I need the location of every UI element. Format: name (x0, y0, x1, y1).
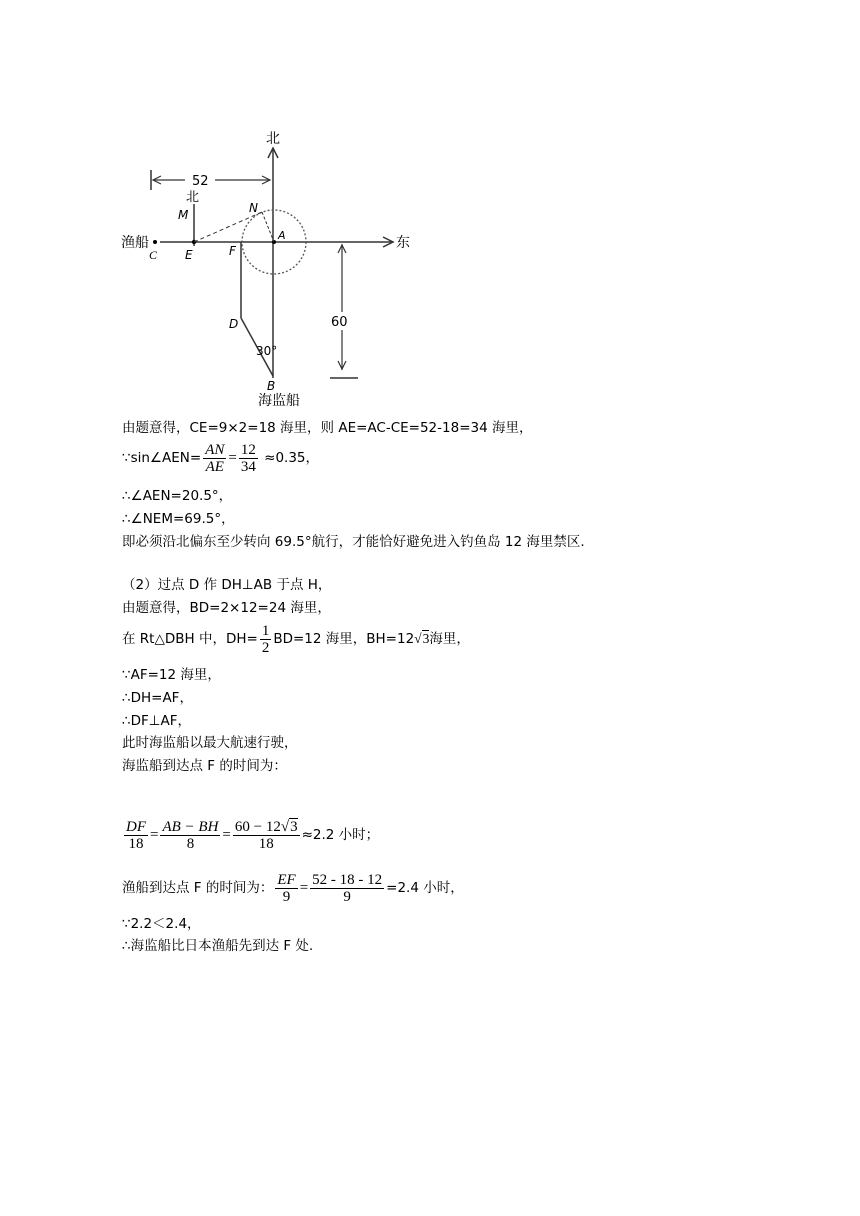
line-2-pre: ∵sin∠AEN= (122, 450, 202, 466)
label-m: M (178, 208, 189, 222)
label-fishing-boat: 渔船 (121, 235, 149, 251)
line-4-text: ∴∠NEM=69.5°， (122, 511, 235, 527)
fraction-1-2 (260, 623, 272, 656)
label-30-degree: 30° (256, 344, 278, 358)
line-1-text: 由题意得，CE=9×2=18 海里，则 AE=AC-CE=52-18=34 海里， (122, 420, 533, 436)
frac-den: 9 (310, 888, 384, 905)
frac-num-a: 60 − 12 (234, 818, 281, 835)
sqrt-3: √3 (414, 631, 430, 646)
frac-num: AB − BH (162, 818, 219, 835)
frac-num: DF (126, 818, 146, 835)
dashed-e-n (194, 212, 262, 242)
frac-den: 9 (275, 888, 297, 905)
frac-num: AN (205, 441, 225, 458)
frac-num: 52 - 18 - 12 (312, 871, 383, 888)
frac-num (233, 819, 300, 835)
frac-den: 18 (124, 835, 148, 852)
sqrt-3: √3 (280, 818, 298, 835)
label-d: D (229, 317, 239, 331)
label-f: F (229, 244, 236, 258)
label-north-mid: 北 (186, 190, 200, 205)
geometry-figure (0, 0, 860, 420)
line-11 (122, 712, 191, 730)
line-12 (122, 734, 298, 752)
line-10-text: ∴DH=AF， (122, 690, 193, 706)
label-e: E (185, 248, 193, 262)
line-2 (122, 441, 319, 475)
line-9-text: ∵AF=12 海里， (122, 667, 221, 683)
line-15 (122, 870, 464, 906)
line-6-text: （2）过点 D 作 DH⊥AB 于点 H， (122, 577, 332, 593)
line-8-mid: BD=12 海里，BH=12 (273, 631, 415, 647)
line-11-text: ∴DF⊥AF， (122, 713, 192, 729)
line-4 (122, 510, 235, 528)
label-n: N (249, 201, 258, 215)
label-a: A (278, 229, 286, 242)
frac-den: 18 (233, 835, 300, 852)
line-8-post: 海里， (429, 631, 470, 647)
frac-num: 12 (240, 441, 256, 458)
frac-den: 8 (160, 835, 220, 852)
label-patrol-boat: 海监船 (258, 393, 300, 409)
fraction-ab-bh-8 (160, 819, 220, 852)
line-13 (122, 757, 287, 775)
equals: = (228, 450, 237, 466)
line-8-pre: 在 Rt△DBH 中，DH= (122, 631, 258, 647)
frac-num: 1 (261, 622, 270, 639)
line-15-pre: 渔船到达点 F 的时间为： (122, 880, 274, 896)
line-8 (122, 622, 470, 656)
label-north-top: 北 (266, 131, 280, 147)
line-16-text: ∵2.2＜2.4， (122, 916, 201, 932)
line-7-text: 由题意得，BD=2×12=24 海里， (122, 600, 331, 616)
equals-1: = (150, 827, 159, 843)
line-5-text: 即必须沿北偏东至少转向 69.5°航行，才能恰好避免进入钓鱼岛 12 海里禁区. (122, 534, 585, 550)
fraction-12-34 (239, 442, 258, 475)
frac-den: 34 (240, 458, 256, 475)
equals-2: = (222, 827, 231, 843)
sqrt-radicand: 3 (290, 818, 298, 835)
dashed-n-a (262, 212, 274, 242)
sqrt-radicand: 3 (422, 631, 430, 646)
line-17 (122, 937, 313, 955)
line-3 (122, 487, 232, 505)
frac-num: EF (277, 871, 296, 888)
line-14 (122, 815, 379, 855)
line-13-text: 海监船到达点 F 的时间为： (122, 758, 287, 774)
fraction-60-12sqrt3-18 (233, 819, 300, 852)
line-16 (122, 915, 201, 933)
label-b: B (267, 379, 276, 393)
line-15-post: =2.4 小时， (386, 880, 464, 896)
line-12-text: 此时海监船以最大航速行驶， (122, 735, 298, 751)
line-17-text: ∴海监船比日本渔船先到达 F 处. (122, 938, 314, 954)
line-7 (122, 599, 331, 617)
line-14-post: ≈2.2 小时； (301, 827, 380, 843)
line-2-post: ≈0.35， (259, 450, 320, 466)
line-6 (122, 576, 331, 594)
label-east: 东 (396, 235, 410, 251)
label-60: 60 (331, 315, 348, 330)
fraction-an-ae (203, 442, 226, 475)
point-c (153, 240, 157, 244)
fraction-ef-9 (275, 872, 297, 905)
label-c: C (149, 248, 158, 262)
frac-den: 2 (261, 639, 270, 656)
equals: = (299, 880, 309, 896)
fraction-52-18-12-9 (310, 872, 384, 905)
line-1 (122, 419, 532, 437)
label-52: 52 (192, 174, 209, 189)
fraction-df-18 (124, 819, 148, 852)
line-9 (122, 666, 221, 684)
line-3-text: ∴∠AEN=20.5°， (122, 488, 233, 504)
frac-den: AE (203, 458, 226, 475)
line-5 (122, 533, 585, 551)
line-10 (122, 689, 193, 707)
